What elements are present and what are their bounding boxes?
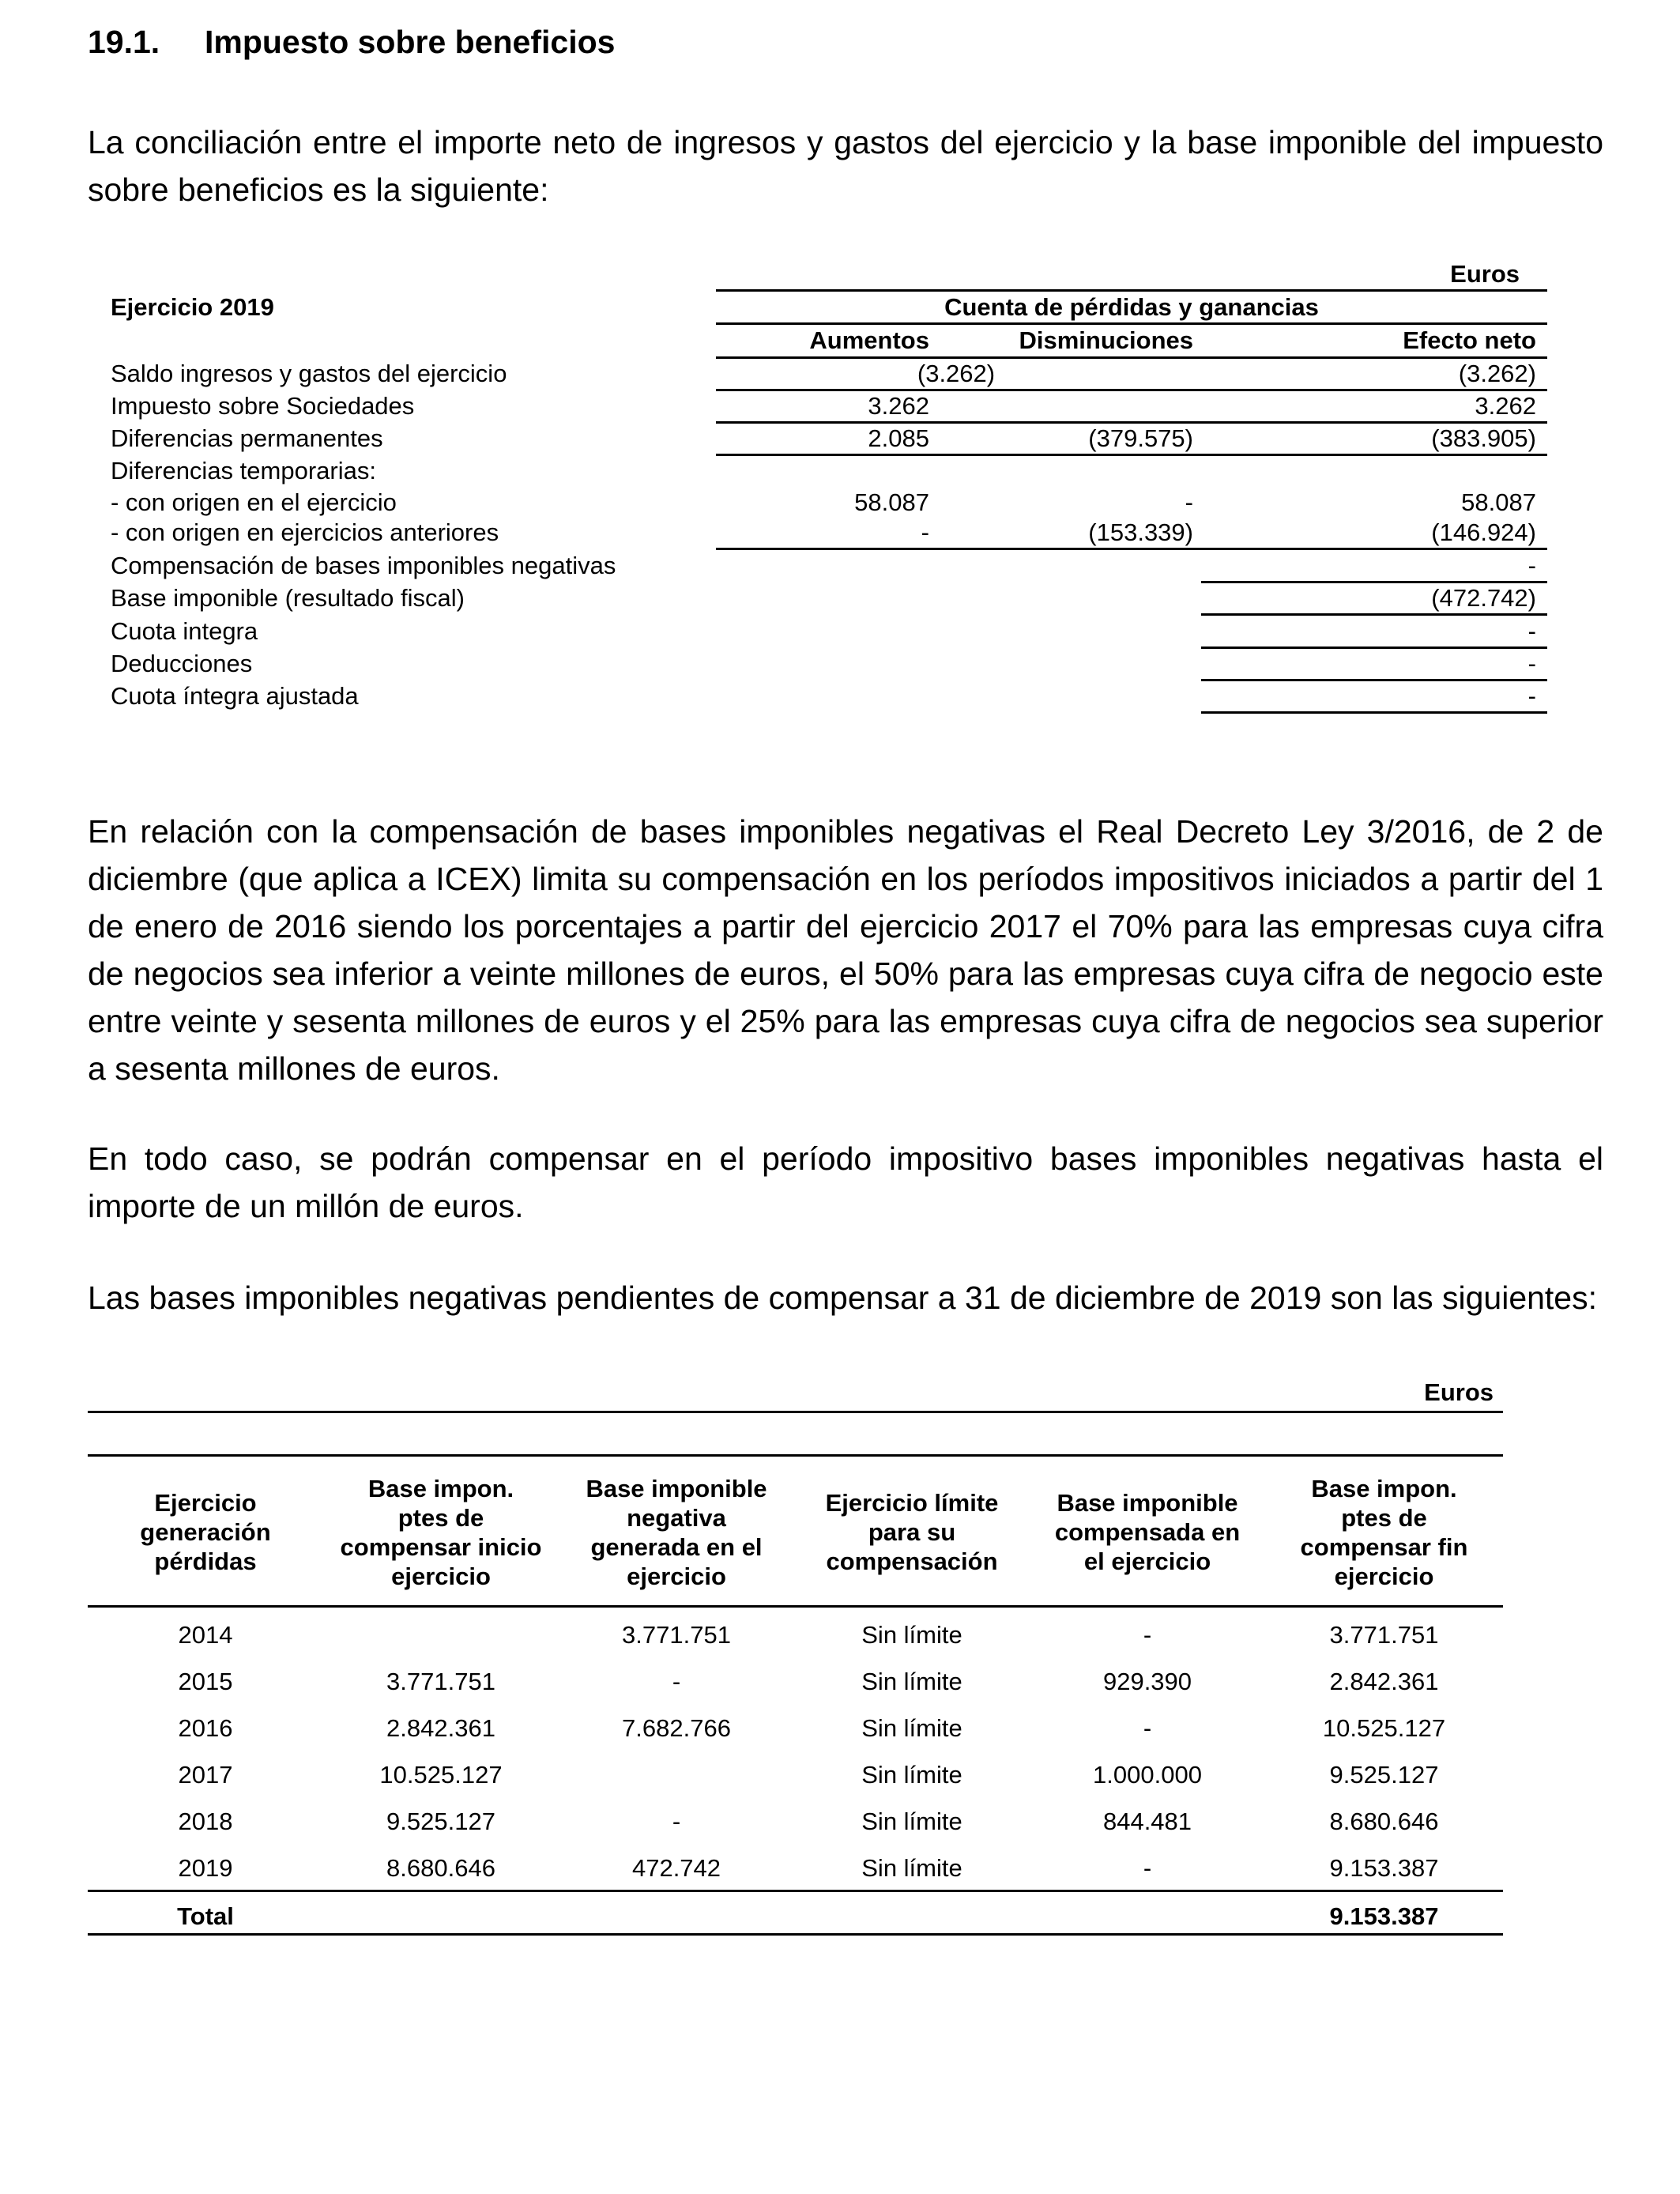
section-number: 19.1. [88, 24, 160, 60]
document-page: 19.1. Impuesto sobre beneficios La conciliación entre el importe neto de ingresos y gastos del ejercicio y la base imponible del impuesto sobre beneficios es la siguiente: Euros Ejercicio 2019 Cuenta de pérdidas y ganancias Aumentos Disminuciones Efecto neto Saldo ingresos y gastos del ejercicio (3.262) (3.262) Impuesto sobre Sociedades 3.262 3.262 Diferencias permanentes 2.085 (379.575) (383.905) Diferencias temporarias: - con origen en el ejercicio 58.087 - 58.087 - con origen en ejercicios anteriores - (153.339) (146.924) Compensación de bases imponibles negativas - Base imponible (resultado fiscal) (472.742) Cuota integra - Deducciones - Cuota íntegra ajustada - En relación con la compensación de bases imponibles negativas el Real Decreto Ley 3/2016, de 2 de diciembre (que aplica a ICEX) limita su compensación en los períodos impositivos iniciados a partir del 1 de enero de 2016 siendo los porcentajes a partir del ejercicio 2017 el 70% para las empresas cuya cifra de negocios sea inferior a veinte millones de euros, el 50% para las empresas cuya cifra de negocio este entre veinte y sesenta millones de euros y el 25% para las empresas cuya cifra de negocios sea superior a sesenta millones de euros. En todo caso, se podrán compensar en el período impositivo bases imponibles negativas hasta el importe de un millón de euros. Las bases imponibles negativas pendientes de compensar a 31 de diciembre de 2019 son las siguientes: Euros Ejercicio generación pérdidas Base impon. ptes de compensar inicio ejercicio Base imponible negativa generada en el ejercicio Ejercicio límite para su compensación Base imponible compensada en el ejercicio Base impon. ptes de compensar fin ejercicio 2014 3.771.751 Sin límite - 3.771.751 2015 3.771.751 - Sin límite 929.390 2.842.361 2016 2.842.361 7.682.766 Sin límite - 10.525.127 2017 10.525.127 Sin límite 1.000.000 9.525.127 2018 9.525.127 - Sin límite 844.481 8.680.646 2019 8.680.646 472.742 Sin límite - 9.153.387 Total 9.153.387 [0, 0, 1680, 2194]
table1-year-label: Ejercicio 2019 [111, 293, 274, 321]
table1-col-disminuciones: Disminuciones [1019, 326, 1193, 354]
intro-paragraph: La conciliación entre el importe neto de ingresos y gastos del ejercicio y la base imponible del impuesto sobre beneficios es la siguiente: [88, 124, 1603, 208]
section-title: Impuesto sobre beneficios [205, 24, 616, 60]
total-value: 9.153.387 [1329, 1902, 1439, 1930]
table1-currency: Euros [1450, 260, 1520, 288]
total-label: Total [177, 1902, 234, 1930]
pending-bases-paragraph: Las bases imponibles negativas pendientes de compensar a 31 de diciembre de 2019 son las siguientes: [88, 1280, 1598, 1316]
table1-group-header: Cuenta de pérdidas y ganancias [944, 293, 1319, 321]
tax-reconciliation-table: Euros Ejercicio 2019 Cuenta de pérdidas y ganancias Aumentos Disminuciones Efecto neto Saldo ingresos y gastos del ejercicio (3.262) (3.262) Impuesto sobre Sociedades 3.262 3.262 Diferencias permanentes 2.085 (379.575) (383.905) Diferencias temporarias: - con origen en el ejercicio 58.087 - 58.087 - con origen en ejercicios anteriores - (153.339) (146.924) Compensación de bases imponibles negativas - Base imponible (resultado fiscal) (472.742) Cuota integra - Deducciones - Cuota íntegra ajustada - [0, 0, 1680, 790]
compensation-paragraph: En relación con la compensación de bases imponibles negativas el Real Decreto Ley 3/2016, de 2 de diciembre (que aplica a ICEX) limita su compensación en los períodos impositivos iniciados a partir del 1 de enero de 2016 siendo los porcentajes a partir del ejercicio 2017 el 70% para las empresas cuya cifra de negocios sea inferior a veinte millones de euros, el 50% para las empresas cuya cifra de negocio este entre veinte y sesenta millones de euros y el 25% para las empresas cuya cifra de negocios sea superior a sesenta millones de euros. [88, 813, 1603, 1087]
table2-currency: Euros [1424, 1378, 1494, 1406]
limit-paragraph: En todo caso, se podrán compensar en el período impositivo bases imponibles negativas hasta el importe de un millón de euros. [88, 1140, 1603, 1224]
table1-col-efecto: Efecto neto [1403, 326, 1536, 354]
table1-col-aumentos: Aumentos [809, 326, 929, 354]
